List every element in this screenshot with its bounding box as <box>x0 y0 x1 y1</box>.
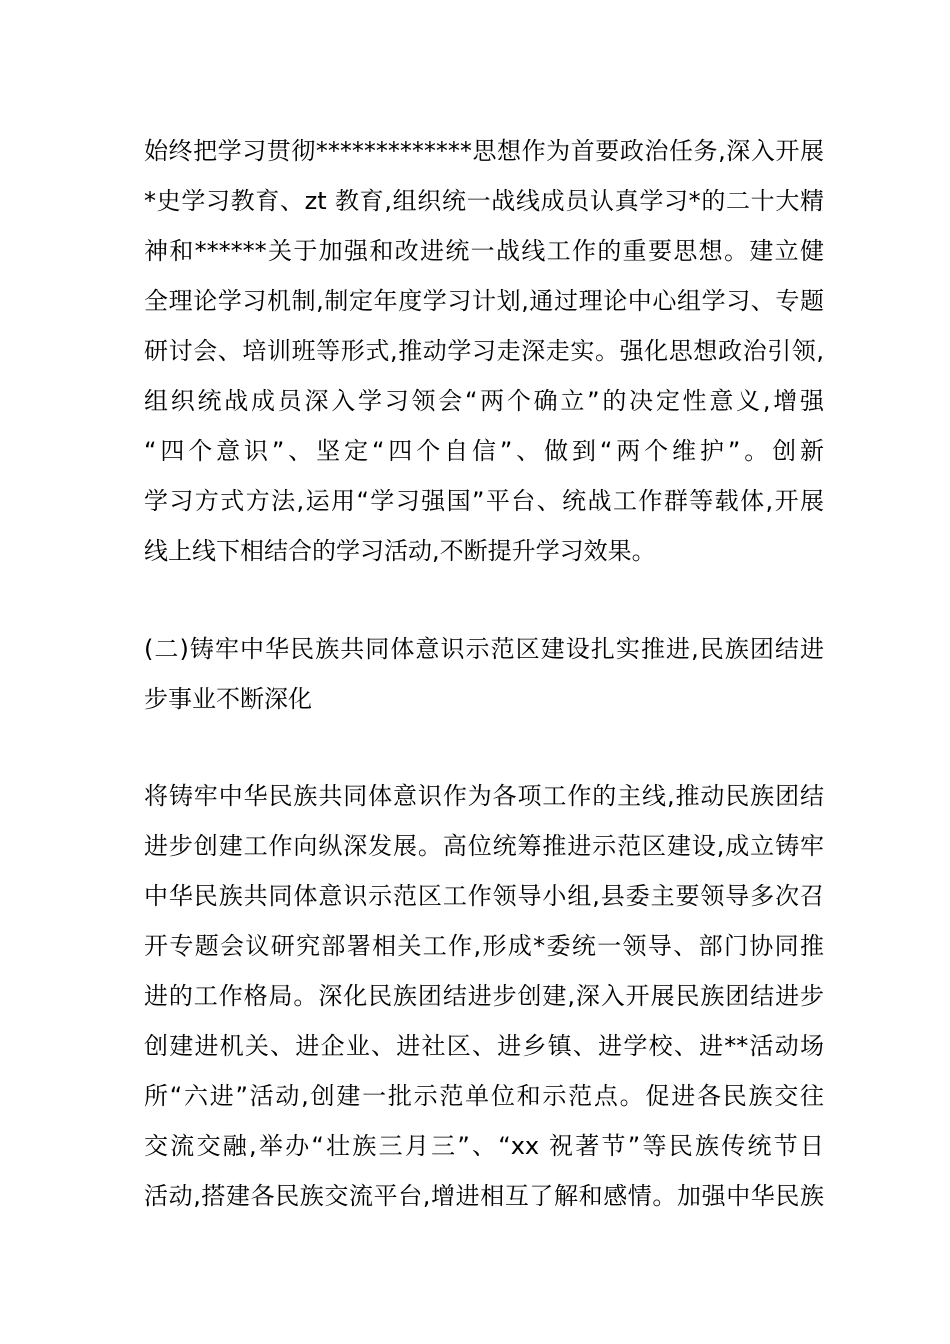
paragraph-line: 开专题会议研究部署相关工作,形成*委统一领导、部门协同推 <box>144 932 824 960</box>
paragraph-line: 将铸牢中华民族共同体意识作为各项工作的主线,推动民族团结 <box>144 782 824 810</box>
paragraph-line: 神和******关于加强和改进统一战线工作的重要思想。建立健 <box>144 237 824 265</box>
section-heading-2 <box>144 624 824 724</box>
paragraph-line: 所“六进”活动,创建一批示范单位和示范点。促进各民族交往 <box>144 1082 824 1110</box>
paragraph-line: 交流交融,举办“壮族三月三”、“xx 祝著节”等民族传统节日 <box>144 1132 824 1160</box>
paragraph-line: 进的工作格局。深化民族团结进步创建,深入开展民族团结进步 <box>144 982 824 1010</box>
paragraph-line: 线上线下相结合的学习活动,不断提升学习效果。 <box>144 537 656 565</box>
paragraph-line: 创建进机关、进企业、进社区、进乡镇、进学校、进**活动场 <box>144 1032 824 1060</box>
paragraph-line: 进步创建工作向纵深发展。高位统筹推进示范区建设,成立铸牢 <box>144 832 824 860</box>
heading-line: 步事业不断深化 <box>144 685 312 713</box>
paragraph-line: 全理论学习机制,制定年度学习计划,通过理论中心组学习、专题 <box>144 287 824 315</box>
paragraph-line: 中华民族共同体意识示范区工作领导小组,县委主要领导多次召 <box>144 882 824 910</box>
paragraph-line: 活动,搭建各民族交流平台,增进相互了解和感情。加强中华民族 <box>144 1182 824 1210</box>
paragraph-line: *史学习教育、zt 教育,组织统一战线成员认真学习*的二十大精 <box>144 187 824 215</box>
paragraph-line: 始终把学习贯彻*************思想作为首要政治任务,深入开展 <box>144 137 824 165</box>
paragraph-national-unity <box>144 771 824 1221</box>
paragraph-study-implementation <box>144 126 824 576</box>
paragraph-line: “四个意识”、坚定“四个自信”、做到“两个维护”。创新 <box>144 437 824 465</box>
paragraph-line: 研讨会、培训班等形式,推动学习走深走实。强化思想政治引领, <box>144 337 824 365</box>
paragraph-line: 学习方式方法,运用“学习强国”平台、统战工作群等载体,开展 <box>144 487 824 515</box>
heading-line: (二)铸牢中华民族共同体意识示范区建设扎实推进,民族团结进 <box>144 635 824 663</box>
paragraph-line: 组织统战成员深入学习领会“两个确立”的决定性意义,增强 <box>144 387 824 415</box>
